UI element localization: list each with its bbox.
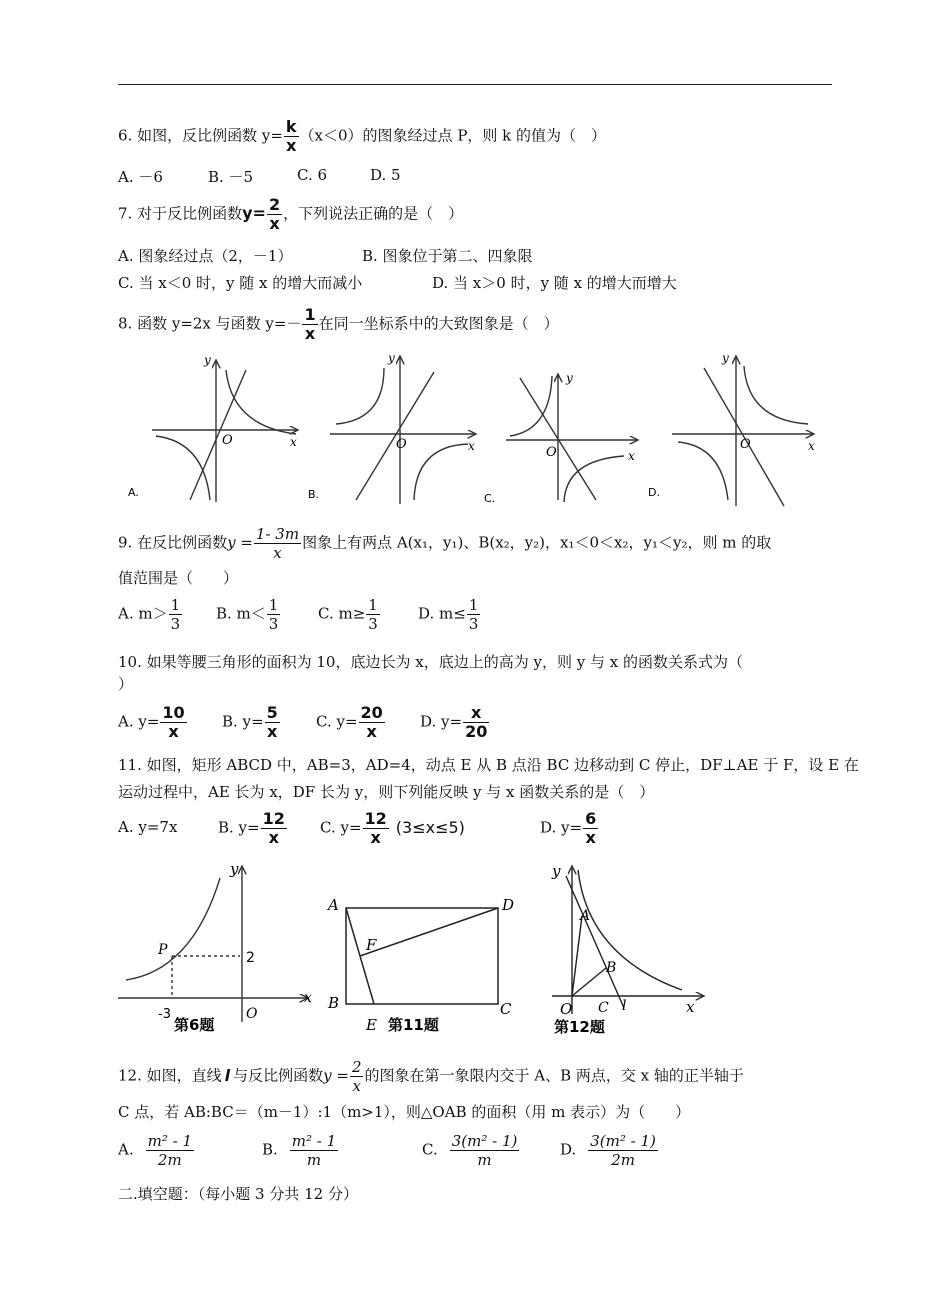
q9-b-d: 3 xyxy=(268,615,279,633)
q11-option-c[interactable] xyxy=(320,810,465,847)
q11-d-label: D. y= xyxy=(540,818,583,837)
fig6-caption: 第6题 xyxy=(174,1016,215,1034)
q12-a-frac xyxy=(146,1132,194,1169)
q9-a-label: A. m＞ xyxy=(118,604,168,623)
q8-denominator: x xyxy=(304,324,316,343)
q10-c-d: x xyxy=(366,722,377,741)
q8-c-x: x xyxy=(628,449,635,463)
q10-d-label: D. y= xyxy=(420,712,463,731)
q8-graphs xyxy=(118,350,838,510)
fig6-p: P xyxy=(158,942,168,958)
q12-text: 12. 如图，直线 xyxy=(118,1066,222,1085)
q12-c-d: m xyxy=(477,1151,492,1169)
q8-label-b: B. xyxy=(308,488,320,501)
q12-text-mid: 与反比例函数 xyxy=(233,1066,324,1085)
q8-label-d: D. xyxy=(648,486,660,499)
q10-option-d[interactable] xyxy=(420,704,490,741)
question-12 xyxy=(118,1058,744,1095)
q8-d-x: x xyxy=(808,439,815,453)
q10-d-frac xyxy=(463,704,489,741)
q8-text-end: 在同一坐标系中的大致图象是（ ） xyxy=(318,314,559,333)
q8-b-y: y xyxy=(388,351,395,365)
q9-b-frac xyxy=(267,596,281,633)
q6-text-end: （x＜0）的图象经过点 P，则 k 的值为（ ） xyxy=(299,126,607,145)
fig6-y: y xyxy=(230,860,239,878)
q9-option-c[interactable] xyxy=(318,596,381,633)
q8-graph-a[interactable] xyxy=(152,360,298,502)
q12-a-n: m² - 1 xyxy=(147,1132,192,1150)
q9-option-a[interactable] xyxy=(118,596,183,633)
q12-a-d: 2m xyxy=(157,1151,182,1169)
q9-b-n: 1 xyxy=(268,596,279,614)
q6-option-c[interactable]: C. 6 xyxy=(297,166,328,184)
q8-c-y: y xyxy=(566,371,573,385)
q7-numerator: 2 xyxy=(268,195,281,214)
q9-d-frac xyxy=(467,596,481,633)
q8-d-y: y xyxy=(722,351,729,365)
q7-option-c[interactable]: C. 当 x＜0 时，y 随 x 的增大而减小 xyxy=(118,274,363,292)
fig12-x: x xyxy=(686,998,695,1016)
q10-option-a[interactable] xyxy=(118,704,188,741)
q8-c-o: O xyxy=(546,445,557,460)
q12-d-label: D. xyxy=(560,1140,577,1159)
q12-b-n: m² - 1 xyxy=(291,1132,337,1150)
q12-d-d: 2m xyxy=(611,1151,635,1169)
q11-option-a[interactable]: A. y=7x xyxy=(118,818,178,836)
figures-row xyxy=(112,852,712,1042)
fig11-B: B xyxy=(328,994,340,1012)
q9-text-end: 图象上有两点 A(x₁，y₁)、B(x₂，y₂)，x₁＜0＜x₂，y₁＜y₂，则 m 的取 xyxy=(302,533,772,552)
q10-b-frac xyxy=(265,704,280,741)
q12-l: l xyxy=(224,1065,231,1085)
q6-fraction xyxy=(284,118,299,155)
q9-denominator: x xyxy=(273,544,282,562)
q8-label-a: A. xyxy=(128,486,139,499)
q10-d-n: x xyxy=(463,704,489,723)
q12-c-frac xyxy=(450,1132,520,1169)
q11-option-d[interactable] xyxy=(540,810,599,847)
fig6-x: x xyxy=(304,990,312,1006)
q12-b-frac xyxy=(290,1132,338,1169)
q10-d-d: 20 xyxy=(465,722,488,741)
q11-d-n: 6 xyxy=(585,809,597,828)
q7-option-a[interactable]: A. 图象经过点（2，－1） xyxy=(118,247,293,265)
q12-d-n: 3(m² - 1) xyxy=(590,1132,656,1150)
q6-numerator: k xyxy=(285,117,297,136)
fig12-A: A xyxy=(580,908,591,924)
q12-line2: C 点，若 AB:BC＝（m－1）:1（m>1），则△OAB 的面积（用 m 表示）为（ ） xyxy=(118,1103,691,1121)
q8-b-o: O xyxy=(396,437,407,452)
q9-text: 9. 在反比例函数 xyxy=(118,533,228,552)
fig11-F: F xyxy=(366,936,377,954)
q12-option-c[interactable] xyxy=(422,1132,520,1169)
q10-option-b[interactable] xyxy=(222,704,281,741)
q8-a-x: x xyxy=(290,435,297,449)
q11-b-label: B. y= xyxy=(218,818,260,837)
figure-12 xyxy=(552,866,704,1014)
q7-fraction xyxy=(267,196,282,233)
question-6 xyxy=(118,118,606,155)
q7-denominator: x xyxy=(269,214,280,233)
q7-text: 7. 对于反比例函数 xyxy=(118,204,243,223)
q9-c-n: 1 xyxy=(368,596,378,614)
q10-c-frac xyxy=(359,704,385,741)
q11-c-label: C. y= xyxy=(320,818,362,837)
fig6-o: O xyxy=(246,1006,258,1022)
figure-11 xyxy=(346,908,498,1004)
q11-c-frac xyxy=(363,810,389,847)
q12-option-d[interactable] xyxy=(560,1132,659,1169)
q6-option-d[interactable]: D. 5 xyxy=(370,166,401,184)
q11-c-n: 12 xyxy=(364,809,387,828)
q9-fraction xyxy=(254,525,301,562)
q11-b-d: x xyxy=(268,828,279,847)
q9-option-d[interactable] xyxy=(418,596,481,633)
fig12-B: B xyxy=(606,960,617,976)
q7-text-end: ，下列说法正确的是（ ） xyxy=(283,204,464,223)
q11-line2: 运动过程中，AE 长为 x，DF 长为 y，则下列能反映 y 与 x 函数关系的是（ ） xyxy=(118,783,655,801)
q6-text: 6. 如图，反比例函数 y= xyxy=(118,126,283,145)
q6-option-a[interactable]: A. －6 xyxy=(118,168,163,186)
q12-b-d: m xyxy=(306,1151,322,1169)
q12-numerator: 2 xyxy=(351,1058,362,1076)
q8-graph-d[interactable] xyxy=(672,356,814,506)
q8-a-y: y xyxy=(204,353,211,367)
q10-b-d: x xyxy=(267,722,278,741)
q9-c-label: C. m≥ xyxy=(318,604,366,623)
question-11: 11. 如图，矩形 ABCD 中，AB=3，AD=4，动点 E 从 B 点沿 BC 边移动到 C 停止，DF⊥AE 于 F，设 E 在 xyxy=(118,756,859,774)
q8-d-o: O xyxy=(740,437,751,452)
q10-b-label: B. y= xyxy=(222,712,264,731)
q9-c-d: 3 xyxy=(368,615,378,633)
section-2-title: 二.填空题：（每小题 3 分共 12 分） xyxy=(118,1185,358,1203)
q11-b-frac xyxy=(261,810,287,847)
q12-c-n: 3(m² - 1) xyxy=(451,1132,518,1150)
q9-y: y = xyxy=(227,533,253,552)
q12-option-a[interactable] xyxy=(118,1132,195,1169)
q12-option-b[interactable] xyxy=(262,1132,339,1169)
q9-numerator: 1- 3m xyxy=(255,525,300,543)
q8-graph-c[interactable] xyxy=(506,374,638,502)
q11-d-frac xyxy=(583,810,598,847)
q12-a-label: A. xyxy=(118,1140,134,1159)
q9-d-label: D. m≤ xyxy=(418,604,466,623)
q6-denominator: x xyxy=(286,136,297,155)
q8-text: 8. 函数 y=2x 与函数 y=－ xyxy=(118,314,302,333)
q10-option-c[interactable] xyxy=(316,704,386,741)
q11-c-d: x xyxy=(370,828,381,847)
q11-option-b[interactable] xyxy=(218,810,288,847)
q8-numerator: 1 xyxy=(304,305,316,324)
fig12-caption: 第12题 xyxy=(554,1018,605,1036)
q10-a-n: 10 xyxy=(162,703,185,722)
fig11-A: A xyxy=(328,896,339,914)
q6-option-b[interactable]: B. －5 xyxy=(208,168,254,186)
q12-text-end: 的图象在第一象限内交于 A、B 两点，交 x 轴的正半轴于 xyxy=(364,1066,744,1085)
fig12-o: O xyxy=(560,1000,573,1018)
q9-option-b[interactable] xyxy=(216,596,281,633)
q9-a-d: 3 xyxy=(170,615,181,633)
q9-b-label: B. m＜ xyxy=(216,604,266,623)
q10-c-n: 20 xyxy=(360,703,383,722)
q12-d-frac xyxy=(588,1132,658,1169)
q9-a-n: 1 xyxy=(170,596,181,614)
q12-y: y = xyxy=(323,1066,349,1085)
q8-graph-b[interactable] xyxy=(330,356,476,504)
fig12-y: y xyxy=(552,862,561,880)
q7-y: y= xyxy=(242,203,266,223)
q9-d-d: 3 xyxy=(468,615,479,633)
q12-fraction xyxy=(350,1058,364,1095)
fig12-l: l xyxy=(622,998,627,1014)
q9-line2: 值范围是（ ） xyxy=(118,569,239,587)
q10-a-frac xyxy=(160,704,186,741)
q12-denominator: x xyxy=(352,1077,361,1095)
question-9 xyxy=(118,525,771,562)
q11-d-d: x xyxy=(585,828,596,847)
fig11-D: D xyxy=(502,896,515,914)
figure-6 xyxy=(118,866,308,1022)
question-8 xyxy=(118,306,559,343)
question-10: 10. 如果等腰三角形的面积为 10，底边长为 x，底边上的高为 y，则 y 与 x 的函数关系式为（ xyxy=(118,653,743,671)
q12-b-label: B. xyxy=(262,1140,278,1159)
q7-option-d[interactable]: D. 当 x＞0 时，y 随 x 的增大而增大 xyxy=(432,274,677,292)
q10-a-label: A. y= xyxy=(118,712,160,731)
q8-b-x: x xyxy=(468,439,475,453)
question-7 xyxy=(118,196,463,233)
fig11-C: C xyxy=(500,1000,512,1018)
q7-option-b[interactable]: B. 图象位于第二、四象限 xyxy=(362,247,533,265)
fig11-E: E xyxy=(366,1016,377,1034)
q10-c-label: C. y= xyxy=(316,712,358,731)
fig11-caption: 第11题 xyxy=(388,1016,439,1034)
header-rule xyxy=(118,84,832,85)
q9-d-n: 1 xyxy=(468,596,479,614)
q11-c-range: (3≤x≤5) xyxy=(395,817,465,837)
q12-c-label: C. xyxy=(422,1140,438,1159)
q11-b-n: 12 xyxy=(262,809,285,828)
q9-a-frac xyxy=(169,596,183,633)
fig6-neg3: -3 xyxy=(158,1007,171,1022)
fig6-2: 2 xyxy=(246,950,255,966)
q10-line2: ） xyxy=(118,675,134,693)
q10-b-n: 5 xyxy=(266,703,278,722)
q10-a-d: x xyxy=(168,722,179,741)
q9-c-frac xyxy=(366,596,380,633)
fig12-C: C xyxy=(598,1000,609,1016)
q8-a-o: O xyxy=(222,433,233,448)
q8-label-c: C. xyxy=(484,492,496,505)
q8-fraction xyxy=(302,306,317,343)
